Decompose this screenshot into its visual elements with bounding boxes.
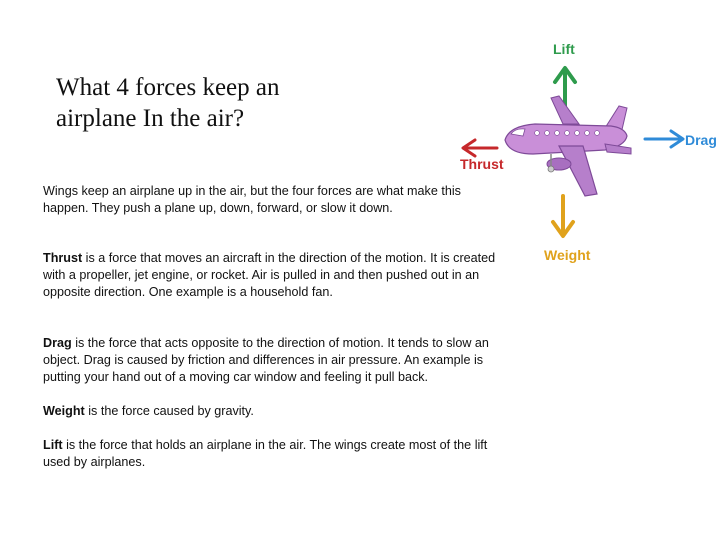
weight-description: is the force caused by gravity. [84,404,254,418]
thrust-label: Thrust [460,156,504,172]
lift-description: is the force that holds an airplane in the air. The wings create most of the lift used by airplanes. [43,438,488,469]
drag-arrow-icon [645,131,683,147]
weight-term: Weight [43,404,85,418]
forces-diagram-svg [455,36,720,266]
lift-paragraph [43,437,505,471]
weight-label: Weight [544,247,591,263]
drag-term: Drag [43,336,72,350]
intro-paragraph: Wings keep an airplane up in the air, but the four forces are what make this happen. They push a plane up, down, forward, or slow it down. [43,184,461,215]
drag-description: is the force that acts opposite to the direction of motion. It tends to slow an object. Drag is caused by friction and differences in air pressure. An example is putting your hand out of a moving car window and feeling it pull back. [43,336,489,384]
weight-arrow-icon [553,196,573,236]
weight-paragraph [43,403,505,420]
slide-body [43,183,505,471]
airplane-icon [505,96,631,196]
drag-paragraph [43,335,505,386]
thrust-paragraph [43,250,505,301]
lift-label: Lift [553,41,575,57]
thrust-term: Thrust [43,251,83,265]
drag-label: Drag [685,132,717,148]
forces-diagram [455,36,720,266]
thrust-description: is a force that moves an aircraft in the direction of the motion. It is created with a propeller, jet engine, or rocket. Air is pulled in and then pushed out in an opposite direction. One example is a household fan. [43,251,496,299]
thrust-arrow-icon [463,140,497,156]
slide-title: What 4 forces keep an airplane In the air? [56,74,280,132]
lift-term: Lift [43,438,63,452]
